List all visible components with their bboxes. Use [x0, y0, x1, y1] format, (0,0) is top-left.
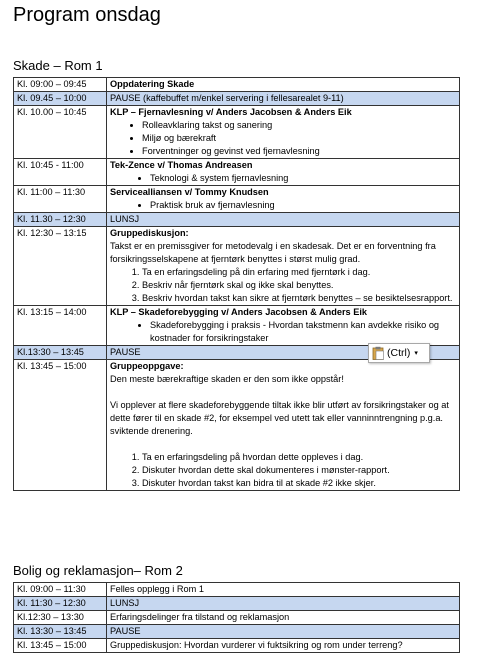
table-row	[14, 583, 460, 597]
time-cell: Kl. 11:00 – 11:30	[14, 186, 107, 213]
activity-cell	[107, 360, 460, 491]
chevron-down-icon: ▾	[414, 350, 418, 357]
table-row	[14, 597, 460, 611]
time-cell: Kl. 11.30 – 12:30	[14, 213, 107, 227]
spacer	[110, 438, 456, 451]
clipboard-icon	[372, 346, 384, 360]
activity-cell	[107, 186, 460, 213]
list-item: • Skadeforebygging i praksis - Hvordan takstmenn kan avdekke risiko og kostnader for forsikringstaker	[150, 319, 456, 345]
activity-cell	[107, 227, 460, 306]
table-row	[14, 625, 460, 639]
description-text: Vi opplever at flere skadeforebyggende tiltak ikke blir utført av forsikringstaker og at dette fører til en skade #2, for eksempel ved utett tak eller vanninntrengning p.g.a. sviktende drenering.	[110, 400, 449, 436]
activity-cell: PAUSE	[107, 625, 460, 639]
table-row	[14, 186, 460, 213]
activity-cell	[107, 159, 460, 186]
time-cell: Kl. 12:30 – 13:15	[14, 227, 107, 306]
bullet-list	[110, 199, 456, 212]
table-row	[14, 159, 460, 186]
spacer	[110, 386, 456, 399]
description-text: Den meste bærekraftige skaden er den som ikke oppstår!	[110, 374, 344, 384]
activity-cell	[107, 106, 460, 159]
time-cell: Kl. 11:30 – 12:30	[14, 597, 107, 611]
list-item: 1. Ta en erfaringsdeling på hvordan dette oppleves i dag.	[142, 451, 456, 464]
numbered-list	[110, 451, 456, 490]
list-item: • Teknologi & system fjernavlesning	[150, 172, 456, 185]
list-item: • Forventninger og gevinst ved fjernavlesning	[142, 145, 456, 158]
activity-cell: Gruppediskusjon: Hvordan vurderer vi fuktsikring og rom under terreng?	[107, 639, 460, 653]
list-item: 2. Beskriv når fjerntørk skal og ikke skal benyttes.	[142, 279, 456, 292]
list-item: 3. Diskuter hvordan takst kan bidra til at skade #2 ikke skjer.	[142, 477, 456, 490]
activity-cell: Oppdatering Skade	[107, 78, 460, 92]
session-heading: KLP – Skadeforebygging v/ Anders Jacobsen & Anders Eik	[110, 307, 367, 317]
activity-cell: PAUSE	[107, 346, 460, 360]
table-row	[14, 213, 460, 227]
activity-cell	[107, 306, 460, 346]
page-title: Program onsdag	[13, 4, 161, 26]
session-heading: Tek-Zence v/ Thomas Andreasen	[110, 160, 253, 170]
time-cell: Kl. 09:00 – 09:45	[14, 78, 107, 92]
paste-options-button[interactable]	[368, 343, 430, 363]
bullet-list	[110, 319, 456, 345]
time-cell: Kl. 09.45 – 10:00	[14, 92, 107, 106]
bullet-list	[110, 172, 456, 185]
table-row	[14, 611, 460, 625]
list-item: 2. Diskuter hvordan dette skal dokumenteres i mønster-rapport.	[142, 464, 456, 477]
list-item: 1. Ta en erfaringsdeling på din erfaring med fjerntørk i dag.	[142, 266, 456, 279]
time-cell: Kl. 10:45 - 11:00	[14, 159, 107, 186]
schedule-table-rom1	[13, 77, 460, 491]
activity-cell: LUNSJ	[107, 597, 460, 611]
time-cell: Kl. 13:30 – 13:45	[14, 625, 107, 639]
activity-cell: LUNSJ	[107, 213, 460, 227]
table-row	[14, 306, 460, 346]
table-row	[14, 78, 460, 92]
list-item: • Miljø og bærekraft	[142, 132, 456, 145]
section-heading-rom1: Skade – Rom 1	[13, 58, 103, 73]
paste-options-label: (Ctrl)	[387, 347, 411, 359]
session-heading: Gruppeoppgave:	[110, 361, 184, 371]
bullet-list	[110, 119, 456, 158]
time-cell: Kl. 13:15 – 14:00	[14, 306, 107, 346]
time-cell: Kl. 13:45 – 15:00	[14, 360, 107, 491]
table-row	[14, 92, 460, 106]
activity-cell: Erfaringsdelinger fra tilstand og reklamasjon	[107, 611, 460, 625]
session-heading: Servicealliansen v/ Tommy Knudsen	[110, 187, 269, 197]
section-heading-rom2: Bolig og reklamasjon– Rom 2	[13, 563, 183, 578]
numbered-list	[110, 266, 456, 305]
time-cell: Kl.12:30 – 13:30	[14, 611, 107, 625]
activity-cell: PAUSE (kaffebuffet m/enkel servering i fellesarealet 9-11)	[107, 92, 460, 106]
table-row	[14, 106, 460, 159]
list-item: 3. Beskriv hvordan takst kan sikre at fjerntørk benyttes – se besiktelsesrapport.	[142, 292, 456, 305]
session-heading: Gruppediskusjon:	[110, 228, 189, 238]
table-row	[14, 360, 460, 491]
list-item: • Praktisk bruk av fjernavlesning	[150, 199, 456, 212]
time-cell: Kl. 13:45 – 15:00	[14, 639, 107, 653]
time-cell: Kl. 10.00 – 10:45	[14, 106, 107, 159]
session-heading: KLP – Fjernavlesning v/ Anders Jacobsen & Anders Eik	[110, 107, 352, 117]
time-cell: Kl. 09:00 – 11:30	[14, 583, 107, 597]
list-item: • Rolleavklaring takst og sanering	[142, 119, 456, 132]
description-text: Takst er en premissgiver for metodevalg i en skadesak. Det er en forventning fra forsikringsselskapene at fjerntørk benyttes i størst mulig grad.	[110, 241, 436, 264]
schedule-table-rom2	[13, 582, 460, 653]
table-row	[14, 227, 460, 306]
table-row	[14, 639, 460, 653]
activity-cell: Felles opplegg i Rom 1	[107, 583, 460, 597]
time-cell: Kl.13:30 – 13:45	[14, 346, 107, 360]
